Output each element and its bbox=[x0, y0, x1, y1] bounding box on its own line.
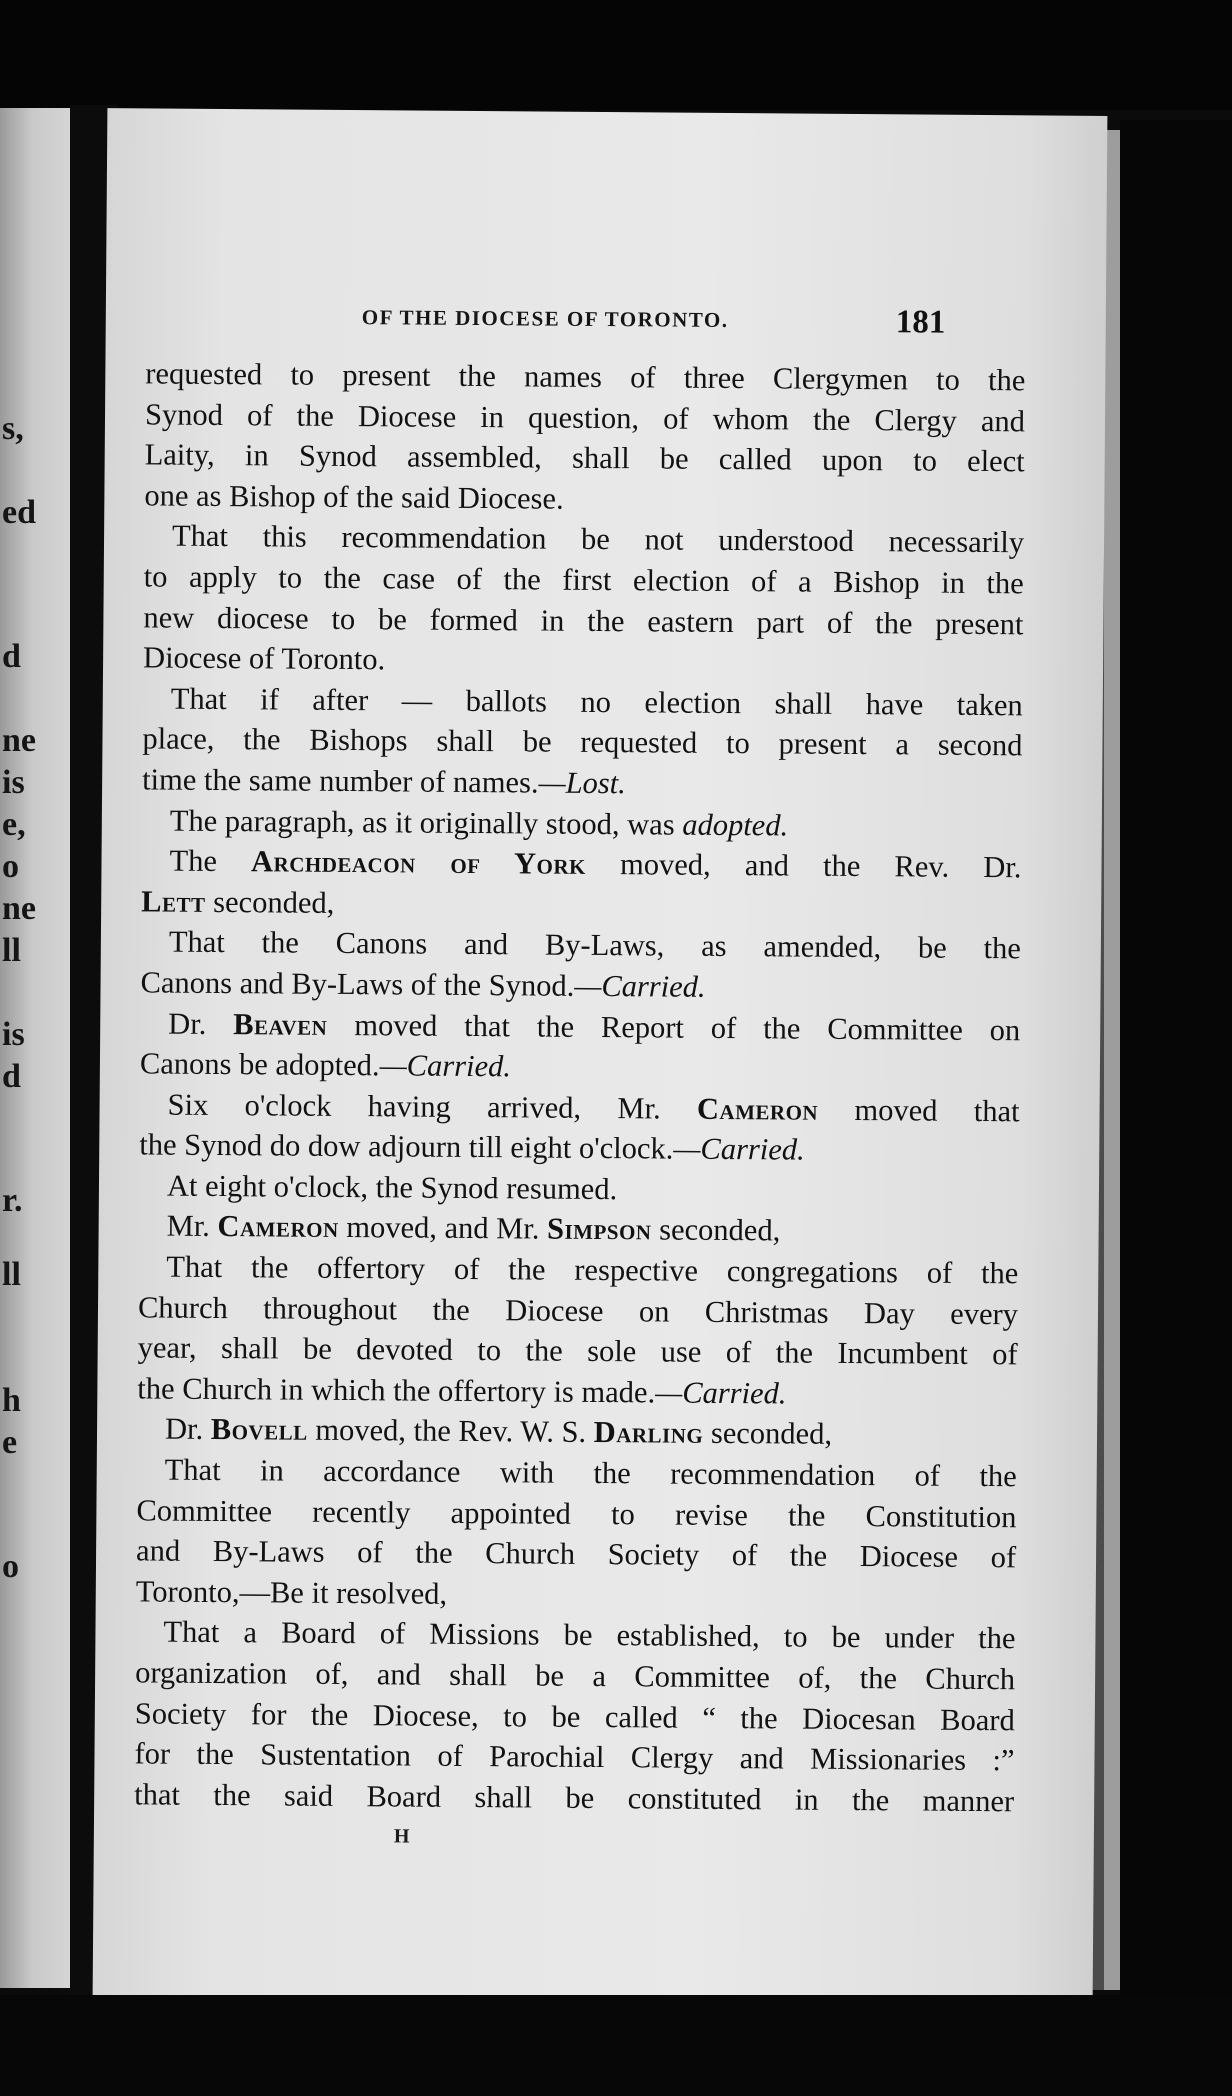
italic-verdict: —Carried. bbox=[379, 1048, 512, 1084]
text-line bbox=[142, 800, 1022, 848]
paragraph bbox=[138, 1206, 1018, 1254]
text-line: organization of, and shall be a Committee of, the Church bbox=[135, 1655, 1016, 1697]
small-caps-name: Bovell bbox=[210, 1412, 308, 1448]
prev-page-fragment: e, bbox=[2, 806, 26, 843]
page-body bbox=[134, 353, 1025, 1821]
text-line: new diocese to be formed in the eastern part of the present bbox=[143, 599, 1024, 641]
book-page bbox=[93, 108, 1108, 2006]
prev-page-fragment: ll bbox=[2, 932, 21, 969]
text-line: Laity, in Synod assembled, shall be called upon to elect bbox=[144, 437, 1025, 479]
paragraph bbox=[140, 1003, 1021, 1091]
prev-page-fragment: r. bbox=[2, 1182, 23, 1219]
text-run: Dr. bbox=[168, 1006, 234, 1041]
text-run: moved that bbox=[818, 1092, 1020, 1128]
running-head: OF THE DIOCESE OF TORONTO. bbox=[361, 305, 729, 332]
text-line: That if after — ballots no election shall have taken bbox=[170, 681, 1023, 723]
prev-page-fragment: ne bbox=[2, 722, 36, 759]
paragraph bbox=[143, 516, 1024, 685]
signature-mark: H bbox=[393, 1825, 410, 1848]
text-run: Six o'clock having arrived, Mr. bbox=[167, 1087, 698, 1126]
text-line bbox=[137, 1368, 1017, 1416]
text-line: Diocese of Toronto. bbox=[142, 640, 386, 677]
text-line: place, the Bishops shall be requested to present a second bbox=[142, 721, 1023, 763]
text-run: Dr. bbox=[164, 1412, 211, 1447]
scan-right-border bbox=[1120, 120, 1232, 2000]
text-line: Committee recently appointed to revise the Constitution bbox=[136, 1492, 1017, 1534]
paragraph bbox=[139, 1165, 1019, 1213]
prev-page-fragment: is bbox=[2, 1016, 25, 1053]
small-caps-name: Lett bbox=[141, 884, 206, 919]
page-number: 181 bbox=[895, 304, 946, 341]
text-line: That in accordance with the recommendation of the bbox=[164, 1452, 1017, 1494]
text-line: That this recommendation be not understood necessarily bbox=[171, 518, 1025, 560]
text-run: moved, the Rev. W. S. bbox=[307, 1413, 594, 1450]
small-caps-name: Cameron bbox=[696, 1091, 819, 1127]
text-line: to apply to the case of the first election of a Bishop in the bbox=[143, 559, 1024, 601]
paragraph bbox=[139, 1084, 1020, 1172]
italic-verdict: —Carried. bbox=[655, 1375, 787, 1411]
text-run: the Synod do dow adjourn till eight o'clock. bbox=[139, 1127, 674, 1166]
text-line bbox=[137, 1409, 1017, 1457]
text-run: time the same number of names. bbox=[142, 762, 539, 800]
prev-page-fragment: ne bbox=[2, 890, 36, 927]
text-line bbox=[141, 881, 1021, 929]
text-run: The bbox=[169, 843, 252, 879]
prev-page-fragment: d bbox=[2, 638, 21, 675]
paragraph bbox=[140, 922, 1021, 1010]
italic-verdict: —Carried. bbox=[574, 968, 706, 1004]
paragraph bbox=[136, 1449, 1017, 1618]
text-line bbox=[141, 841, 1021, 889]
paragraph bbox=[137, 1246, 1018, 1415]
prev-page-fragment: o bbox=[2, 848, 19, 885]
text-run: seconded, bbox=[651, 1212, 781, 1248]
text-run: seconded, bbox=[703, 1416, 833, 1452]
small-caps-name: Archdeacon of York bbox=[250, 844, 587, 882]
text-line: year, shall be devoted to the sole use of the Incumbent of bbox=[137, 1330, 1018, 1372]
text-line: Church throughout the Diocese on Christmas Day every bbox=[137, 1290, 1019, 1331]
text-line: Toronto,—Be it resolved, bbox=[135, 1574, 448, 1611]
text-line: Synod of the Diocese in question, of whom the Clergy and bbox=[144, 397, 1026, 438]
italic-verdict: —Carried. bbox=[673, 1131, 805, 1167]
previous-page-edge bbox=[0, 108, 80, 1988]
scan-top-border bbox=[0, 0, 1232, 110]
text-line bbox=[140, 1003, 1020, 1051]
text-line: and By-Laws of the Church Society of the Diocese of bbox=[135, 1533, 1017, 1575]
text-run: Canons and By-Laws of the Synod. bbox=[140, 965, 575, 1003]
text-line: Society for the Diocese, to be called “ the Diocesan Board bbox=[134, 1695, 1015, 1737]
text-run: the Church in which the offertory is made. bbox=[137, 1371, 656, 1410]
prev-page-fragment: s, bbox=[2, 410, 24, 447]
text-line bbox=[139, 1084, 1019, 1132]
prev-page-fragment: is bbox=[2, 764, 25, 801]
text-run: seconded, bbox=[205, 884, 335, 920]
italic-verdict: —Lost. bbox=[538, 765, 626, 801]
paragraph bbox=[141, 841, 1022, 929]
text-line: one as Bishop of the said Diocese. bbox=[144, 478, 564, 516]
text-line bbox=[140, 962, 1020, 1010]
text-line: That the Canons and By-Laws, as amended, be the bbox=[168, 924, 1021, 966]
small-caps-name: Simpson bbox=[546, 1212, 652, 1247]
small-caps-name: Darling bbox=[593, 1415, 704, 1451]
text-line: That a Board of Missions be established, to be under the bbox=[163, 1614, 1016, 1656]
prev-page-fragment: h bbox=[2, 1382, 21, 1419]
text-line: requested to present the names of three Clergymen to the bbox=[145, 356, 1026, 398]
paragraph bbox=[142, 678, 1023, 807]
text-line: for the Sustentation of Parochial Clergy and Missionaries :” bbox=[134, 1736, 1015, 1778]
text-run: moved that the Report of the Committee on bbox=[327, 1007, 1021, 1047]
paragraph bbox=[137, 1409, 1017, 1457]
text-run: The paragraph, as it originally stood, was bbox=[169, 803, 683, 842]
small-caps-name: Beaven bbox=[233, 1006, 328, 1042]
text-run: moved, and the Rev. Dr. bbox=[585, 847, 1022, 885]
italic-verdict: adopted. bbox=[682, 807, 789, 843]
page-edge-light bbox=[1104, 130, 1120, 1990]
text-line: That the offertory of the respective congregations of the bbox=[166, 1249, 1019, 1291]
text-line: At eight o'clock, the Synod resumed. bbox=[166, 1168, 618, 1207]
text-line bbox=[139, 1125, 1019, 1173]
paragraph bbox=[134, 1612, 1016, 1822]
prev-page-fragment: e bbox=[2, 1424, 18, 1461]
scan-bottom-border bbox=[0, 1995, 1232, 2096]
paragraph bbox=[144, 353, 1025, 522]
paragraph bbox=[142, 800, 1022, 848]
text-run: Canons be adopted. bbox=[139, 1046, 380, 1083]
text-line bbox=[142, 759, 1022, 807]
prev-page-fragment: o bbox=[2, 1548, 19, 1585]
text-line bbox=[140, 1043, 1020, 1091]
text-run: moved, and Mr. bbox=[338, 1210, 548, 1247]
text-run: Mr. bbox=[166, 1209, 218, 1244]
prev-page-fragment: ll bbox=[2, 1256, 21, 1293]
prev-page-fragment: d bbox=[2, 1058, 21, 1095]
small-caps-name: Cameron bbox=[217, 1209, 339, 1245]
prev-page-fragment: ed bbox=[2, 494, 36, 531]
text-line: that the said Board shall be constituted in the manner bbox=[134, 1777, 1015, 1819]
text-line bbox=[138, 1206, 1018, 1254]
